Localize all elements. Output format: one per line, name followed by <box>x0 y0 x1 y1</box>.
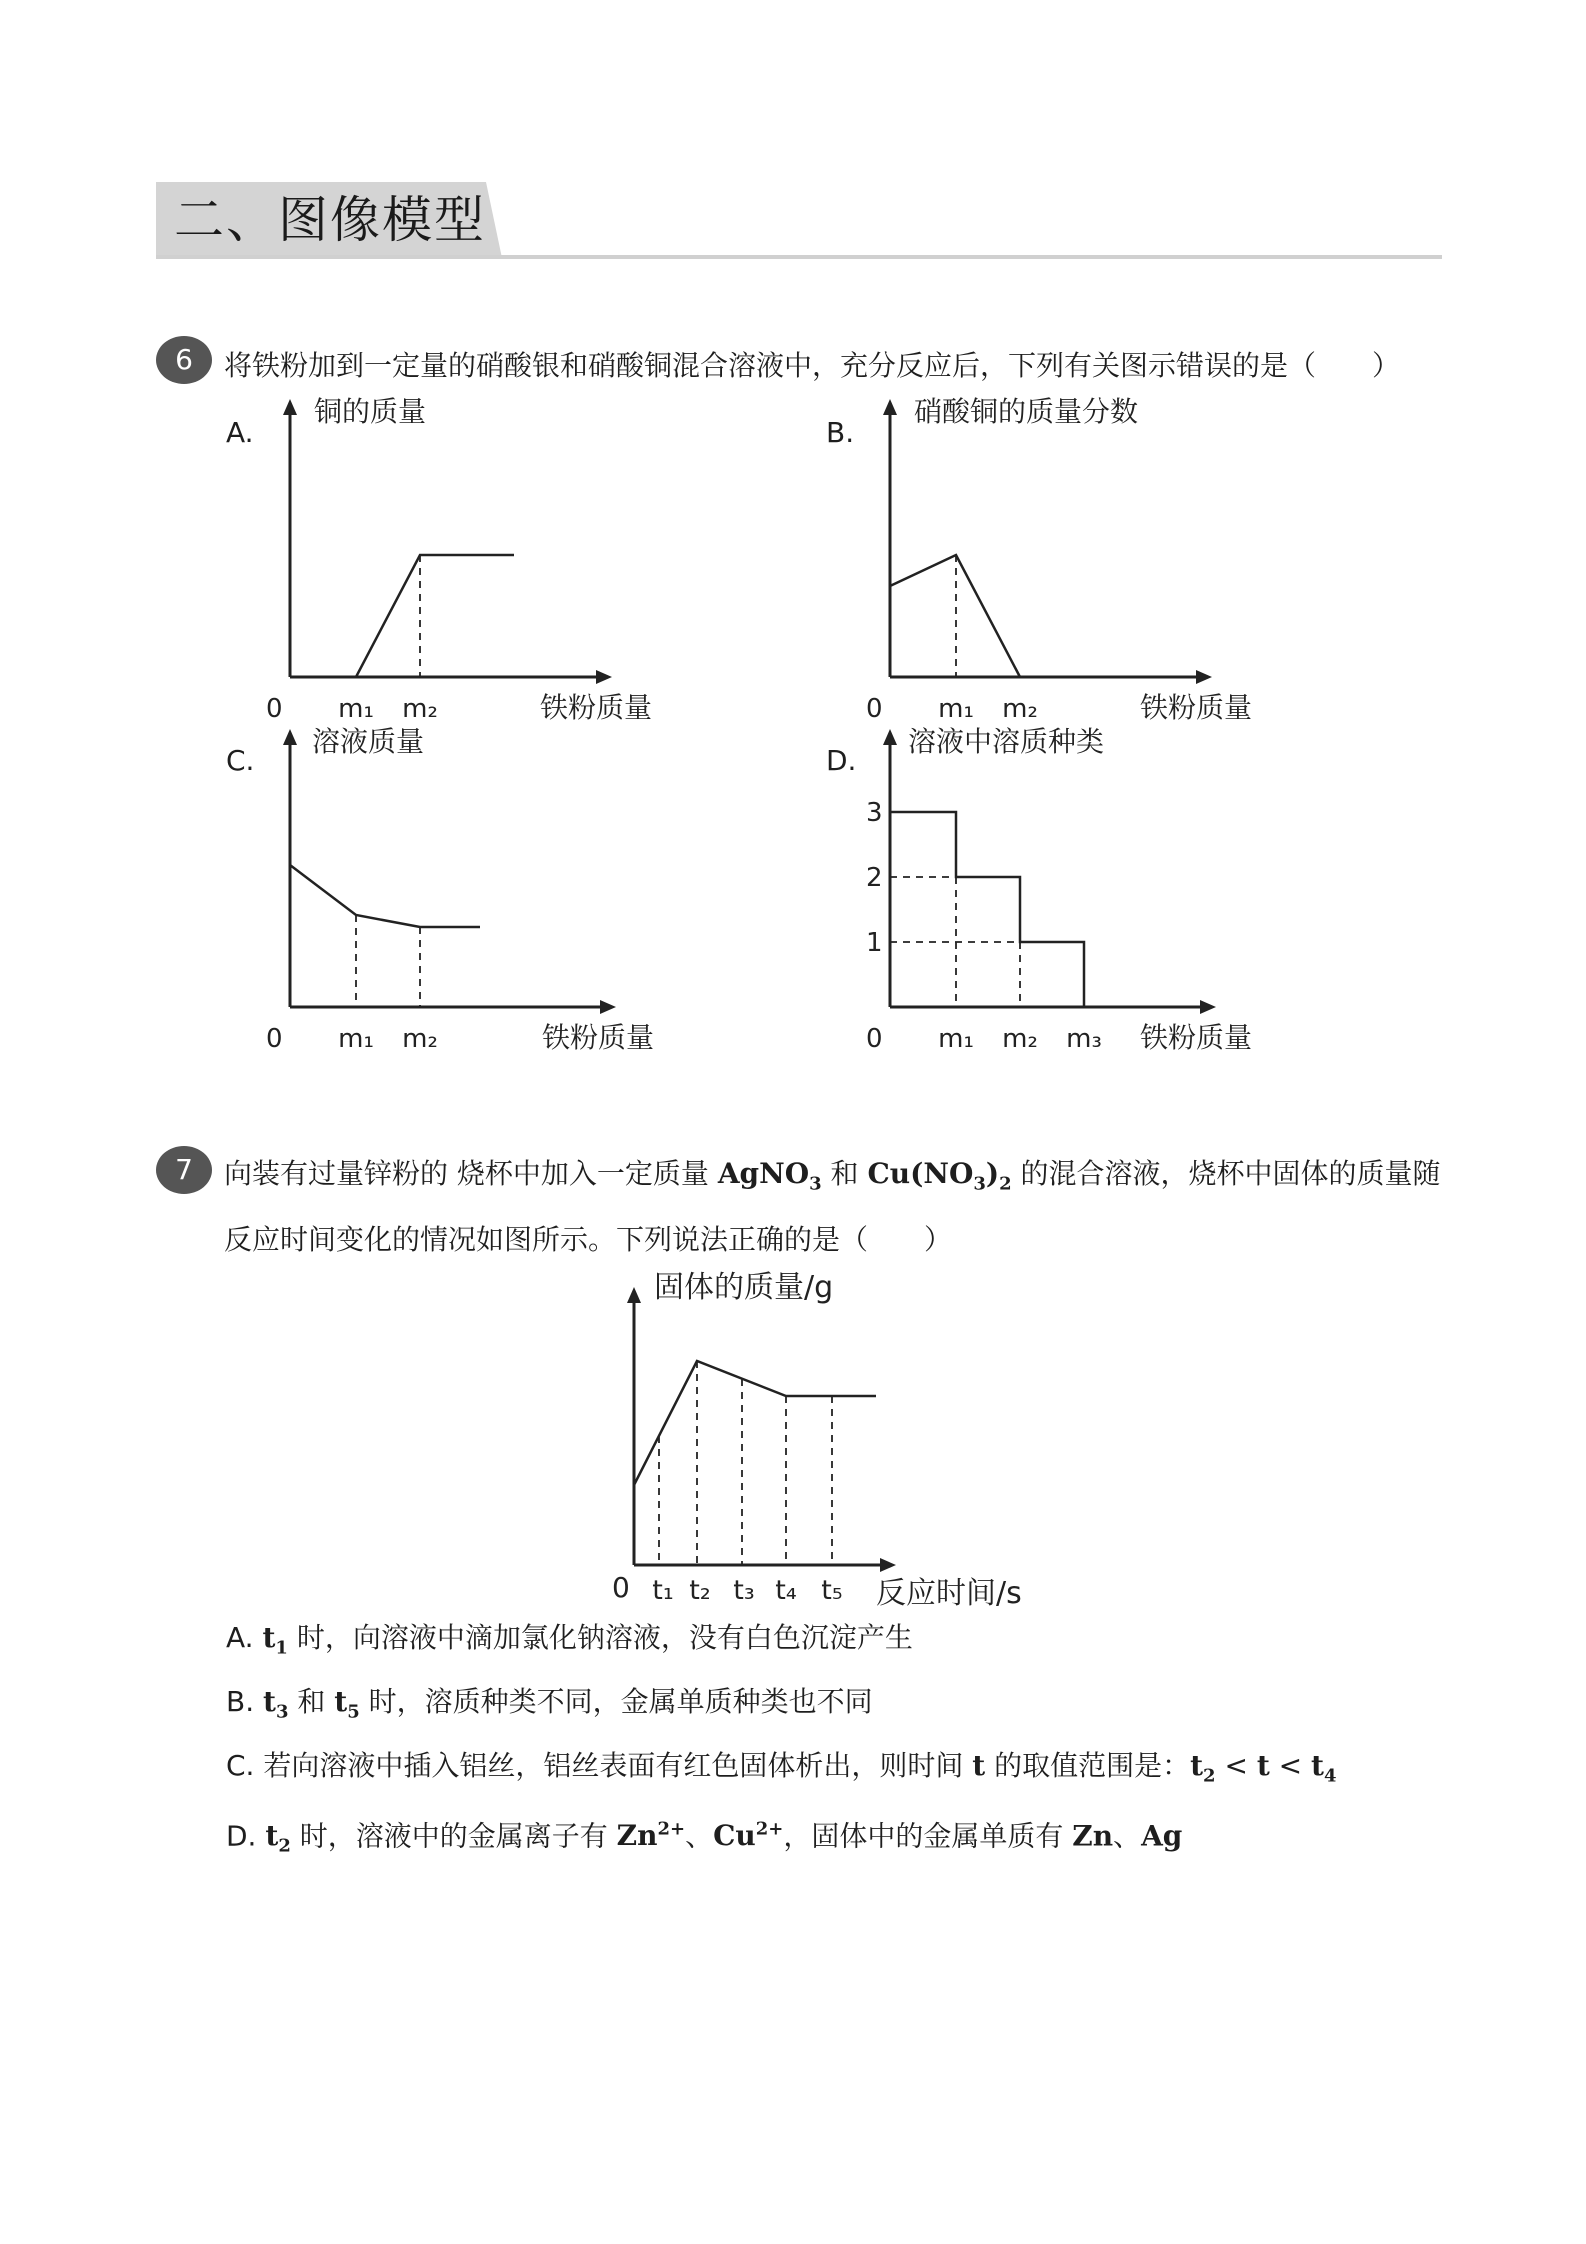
chart-a-xtick-m2: m₂ <box>402 694 438 724</box>
question-number-badge: 7 <box>156 1146 212 1194</box>
chart-q7-origin: 0 <box>612 1571 630 1604</box>
chart-a-xlabel: 铁粉质量 <box>540 691 653 724</box>
chart-q7-xtick-t5: t₅ <box>821 1575 843 1606</box>
question-number-badge: 6 <box>156 336 212 384</box>
chart-b-line <box>890 555 1020 677</box>
chart-a-ylabel: 铜的质量 <box>314 395 427 428</box>
chart-d-ytick-3: 3 <box>866 798 883 828</box>
var-t3: $t_3$ <box>263 1685 289 1723</box>
var-t1: $t_1$ <box>262 1621 288 1659</box>
stem-text: 的混合溶液，烧杯中固体的质量随 <box>1011 1157 1441 1190</box>
option-label-a: A. <box>226 416 254 449</box>
option-c: C. 若向溶液中插入铝丝，铝丝表面有红色固体析出，则时间 t 的取值范围是：$t_2 < t < t_4$ <box>226 1749 1337 1787</box>
question-stem-line1 <box>224 1156 1441 1203</box>
stem-text: 和 <box>821 1157 868 1190</box>
formula-cuno3: $Cu(NO_3)_2$ <box>867 1157 1012 1195</box>
chart-b-xtick-m1: m₁ <box>938 694 974 724</box>
section-title: 二、图像模型 <box>174 191 486 249</box>
option-d: D. $t_2$ 时，溶液中的金属离子有 $Zn^{2+}$、$Cu^{2+}$，固体中的金属单质有 Zn、Ag <box>226 1819 1183 1857</box>
chart-c-line <box>290 865 480 927</box>
chart-a-origin: 0 <box>266 694 283 724</box>
chart-b-ylabel: 硝酸铜的质量分数 <box>914 395 1139 428</box>
section-header <box>156 182 1442 258</box>
chart-d-origin: 0 <box>866 1024 883 1054</box>
chart-d-xtick-m1: m₁ <box>938 1024 974 1054</box>
chart-d <box>860 725 1280 1070</box>
ion-cu: $Cu^{2+}$ <box>713 1819 784 1853</box>
chart-d-ytick-1: 1 <box>866 928 883 958</box>
chart-c <box>260 725 680 1070</box>
chart-q7-xtick-t2: t₂ <box>689 1575 711 1606</box>
chart-c-ylabel: 溶液质量 <box>312 725 425 758</box>
chart-c-xtick-m1: m₁ <box>338 1024 374 1054</box>
chart-a-xtick-m1: m₁ <box>338 694 374 724</box>
option-label-d: D. <box>826 744 857 777</box>
chart-d-xlabel: 铁粉质量 <box>1140 1021 1253 1054</box>
chart-d-step <box>890 812 1084 1007</box>
chart-q7 <box>600 1255 1060 1625</box>
chart-d-xtick-m3: m₃ <box>1066 1024 1102 1054</box>
chart-a-line <box>290 555 514 677</box>
chart-b-origin: 0 <box>866 694 883 724</box>
chart-d-ytick-2: 2 <box>866 863 883 893</box>
chart-q7-line <box>634 1361 876 1485</box>
chart-q7-xtick-t3: t₃ <box>733 1575 755 1606</box>
chart-b-xlabel: 铁粉质量 <box>1140 691 1253 724</box>
var-t2: $t_2$ <box>265 1819 291 1857</box>
stem-text: 向装有过量锌粉的 烧杯中加入一定质量 <box>224 1157 718 1190</box>
option-a: A. $t_1$ 时，向溶液中滴加氯化钠溶液，没有白色沉淀产生 <box>226 1621 913 1659</box>
formula-agno3: AgNO$_3$ <box>717 1157 822 1195</box>
question-stem: 将铁粉加到一定量的硝酸银和硝酸铜混合溶液中，充分反应后，下列有关图示错误的是（ ） <box>224 349 1401 382</box>
chart-q7-xtick-t1: t₁ <box>652 1575 674 1606</box>
chart-d-ylabel: 溶液中溶质种类 <box>908 725 1105 758</box>
ion-zn: $Zn^{2+}$ <box>616 1819 686 1853</box>
chart-q7-xtick-t4: t₄ <box>775 1575 797 1606</box>
var-t5: $t_5$ <box>334 1685 360 1723</box>
question-stem-line2: 反应时间变化的情况如图所示。下列说法正确的是（ ） <box>224 1223 953 1256</box>
chart-q7-xlabel: 反应时间/s <box>876 1576 1022 1611</box>
chart-b <box>860 395 1280 740</box>
section-rule <box>156 255 1442 259</box>
var-t2: $t_2$ <box>1190 1749 1216 1787</box>
option-label-b: B. <box>826 416 855 449</box>
chart-d-xtick-m2: m₂ <box>1002 1024 1038 1054</box>
chart-a <box>260 395 680 740</box>
chart-c-xlabel: 铁粉质量 <box>542 1021 655 1054</box>
chart-c-xtick-m2: m₂ <box>402 1024 438 1054</box>
var-t4: $t_4$ <box>1311 1749 1337 1787</box>
chart-q7-ylabel: 固体的质量/g <box>654 1270 834 1305</box>
option-label-c: C. <box>226 744 255 777</box>
chart-b-xtick-m2: m₂ <box>1002 694 1038 724</box>
chart-c-origin: 0 <box>266 1024 283 1054</box>
option-b: B. $t_3$ 和 $t_5$ 时，溶质种类不同，金属单质种类也不同 <box>226 1685 873 1723</box>
